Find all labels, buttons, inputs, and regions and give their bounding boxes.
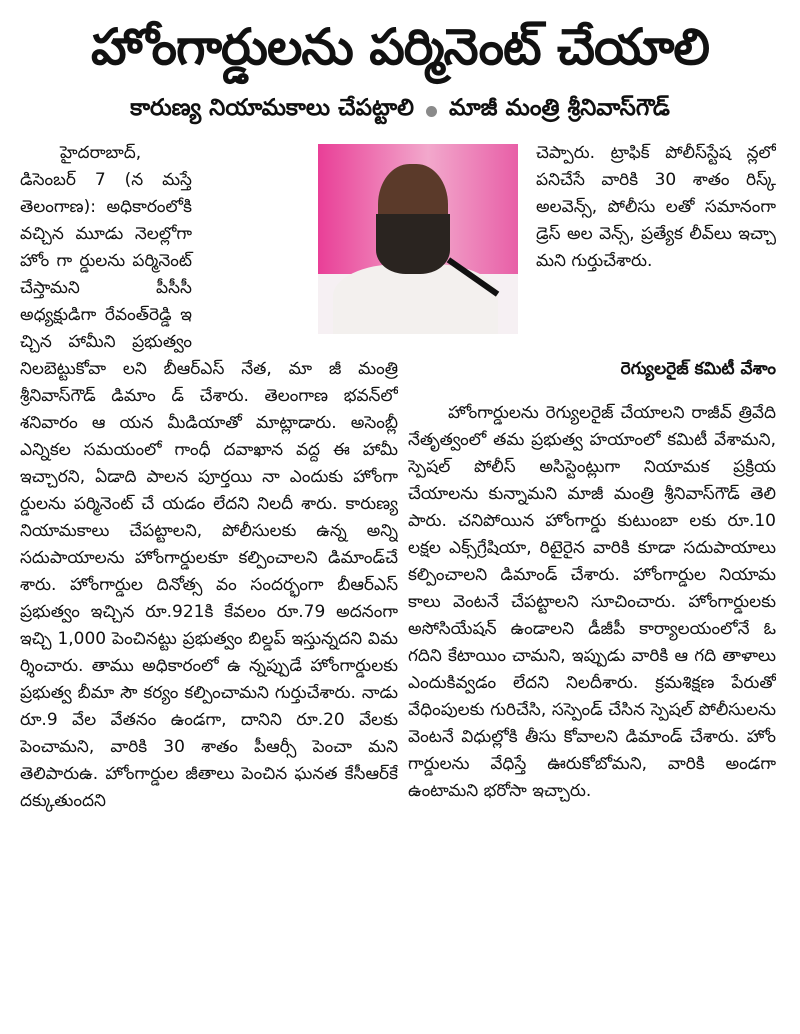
column-right-bottom [408, 400, 776, 1030]
subheadline [22, 92, 778, 130]
subhead-left: కారుణ్య నియామకాలు చేపట్టాలి [130, 95, 414, 121]
column-right-top-text: చెప్పారు. ట్రాఫిక్ పోలీస్‌స్టేష న్లలో పనిచేసే వారికి 30 శాతం రిస్క్ అలవెన్స్, పోలీసు లతో సమానంగా డ్రెస్ అల వెన్స్, ప్రత్యేక లీవ్‌లు ఇచ్చా మని గుర్తుచేశారు. [536, 143, 776, 271]
bullet-dot-icon [426, 106, 437, 117]
column-right-bottom-text: హోంగార్డులను రెగ్యులరైజ్ చేయాలని రాజీవ్ త్రివేది నేతృత్వంలో తమ ప్రభుత్వ హయాంలో కమిటీ వేశామని, స్పెషల్ పోలీస్ అసిస్టెంట్లుగా నియామక ప్రక్రియ చేయాలను కున్నామని మాజీ మంత్రి శ్రీనివాస్‌గౌడ్ తెలి పారు. చనిపోయిన హోంగార్డు కుటుంబా లకు రూ.10 లక్షల ఎక్స్‌గ్రేషియా, రిటైరైన వారికి కూడా సదుపాయాలు కల్పించాలని డిమాండ్ చేశారు. హోంగార్డుల నియామ కాలు వెంటనే చేపట్టాలని సూచించారు. హోంగార్డులకు అసోసియేషన్ ఉండాలని డీజీపీ కార్యాలయంలోనే ఓ గదిని కేటాయిం చామని, ఇప్పుడు వారికి ఆ గది తాళాలు ఎందుకివ్వడం లేదని నిలదీశారు. క్రమశిక్షణ పేరుతో వేధింపులకు గురిచేసి, సస్పెండ్ చేసిన స్పెషల్ పోలీసులను వెంటనే విధుల్లోకి తీసు కోవాలని డిమాండ్ చేశారు. హోం గార్డులను వేధిస్తే ఊరుకోబోమని, వారికి అండగా ఉంటామని భరోసా ఇచ్చారు. [408, 403, 776, 801]
article-photo [318, 144, 518, 334]
column-right-top [536, 140, 776, 330]
column-left-text: హైదరాబాద్, డిసెంబర్ 7 (న మస్తే తెలంగాణ): అధికారంలోకి వచ్చిన మూడు నెలల్లోగా హోం గా ర్డులను పర్మినెంట్ చేస్తామని పీసీసీ అధ్యక్షుడిగా రేవంత్‌రెడ్డి ఇ చ్చిన హామీని ప్రభుత్వం నిలబెట్టుకోవా లని బీఆర్‌ఎస్ నేత, మా జీ మంత్రి శ్రీనివాస్‌గౌడ్ డిమాం డ్ చేశారు. తెలంగాణ భవన్‌లో శనివారం ఆ యన మీడియాతో మాట్లాడారు. అసెంబ్లీ ఎన్నికల సమయంలో గాంధీ దవాఖాన వద్ద ఈ హామీ ఇచ్చారని, ఏడాది పాలన పూర్తయి నా ఎందుకు హోంగా ర్డులను పర్మినెంట్ చే యడం లేదని నిలదీ శారు. కారుణ్య నియామకాలు చేపట్టాలని, పోలీసులకు ఉన్న అన్ని సదుపాయాలను హోంగార్డులకూ కల్పించాలని డిమాండ్‌చే శారు. హోంగార్డుల దినోత్స వం సందర్భంగా బీఆర్‌ఎస్ ప్రభుత్వం ఇచ్చిన రూ.921కి కేవలం రూ.79 అదనంగా ఇచ్చి 1,000 పెంచినట్టు ప్రభుత్వం బిల్డప్ ఇస్తున్నదని విమ ర్శించారు. తాము అధికారంలో ఉ న్నప్పుడే హోంగార్డులకు ప్రభుత్వ బీమా సౌ కర్యం కల్పించామని గుర్తుచేశారు. నాడు రూ.9 వేల వేతనం ఉండగా, దానిని రూ.20 వేలకు పెంచామని, వారికి 30 శాతం పీఆర్సీ పెంచా మని తెలిపారుఉ. హోంగార్డుల జీతాలు పెంచిన ఘనత కేసీఆర్‌కే దక్కుతుందని [20, 143, 398, 811]
headline: హోంగార్డులను పర్మినెంట్ చేయాలి [90, 18, 709, 76]
subhead-right: మాజీ మంత్రి శ్రీనివాస్‌గౌడ్ [448, 95, 670, 121]
photo-beard [376, 214, 450, 274]
section-subheading: రెగ్యులరైజ్ కమిటీ వేశాం [620, 359, 776, 379]
